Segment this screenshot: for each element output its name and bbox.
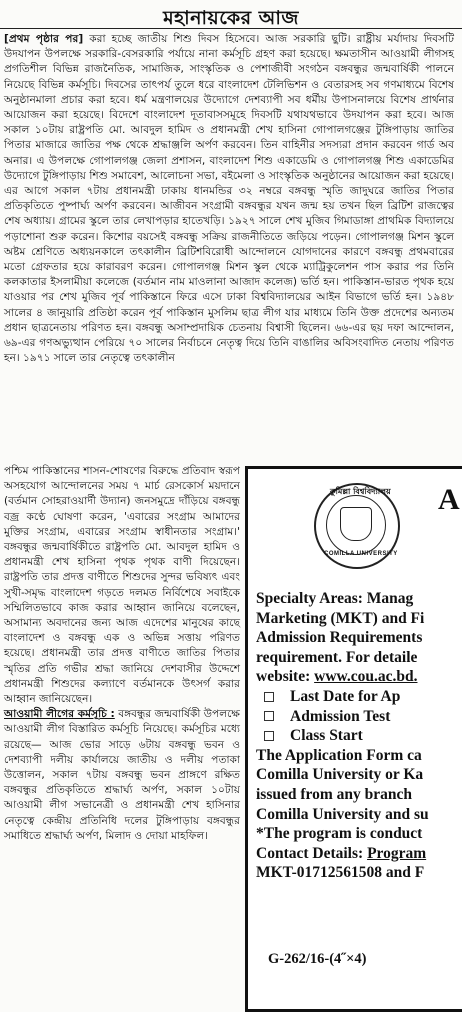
checkbox-icon <box>264 692 274 702</box>
ad-list-item <box>264 687 462 707</box>
ad-website-line <box>256 667 462 687</box>
logo-text-bottom: COMILLA UNIVERSITY <box>324 551 398 557</box>
contact-value: Program <box>367 844 427 862</box>
article-paragraph <box>4 32 454 366</box>
article-body <box>4 32 454 366</box>
logo-text-top: কুমিল্লা বিশ্ববিদ্যালয় <box>330 487 391 496</box>
ad-line: requirement. For detaile <box>256 648 418 666</box>
checkbox-icon <box>264 731 274 741</box>
ad-text <box>256 589 462 883</box>
ad-list-item <box>264 707 462 727</box>
lower-paragraph-2 <box>4 707 240 844</box>
headline: মহানায়কের আজ <box>163 7 299 29</box>
ad-list-label: Class Start <box>290 727 363 745</box>
lower-paragraph: পশ্চিম পাকিস্তানের শাসন-শোষণের বিরুদ্ধে প্রতিবাদ স্বরূপ অসহযোগ আন্দোলনের সময় ৭ মার্চ রেসকোর্স ময়দানে (বর্তমান সোহরাওয়ার্দী উদ্যান) জনসমুদ্রে দাঁড়িয়ে বঙ্গবন্ধু বজ্র কণ্ঠে ঘোষণা করেন, 'এবারের সংগ্রাম আমাদের মুক্তির সংগ্রাম, এবারের সংগ্রাম স্বাধীনতার সংগ্রাম।' বঙ্গবন্ধুর জন্মবার্ষিকীতে রাষ্ট্রপতি মো. আবদুল হামিদ ও প্রধানমন্ত্রী শেখ হাসিনা পৃথক পৃথক বাণী দিয়েছেন। রাষ্ট্রপতি তার প্রদত্ত বাণীতে শিশুদের সুন্দর ভবিষ্যৎ এবং সুখী-সমৃদ্ধ বাংলাদেশ গড়তে দলমত নির্বিশেষে সবাইকে সম্মিলিতভাবে কাজ করার আহ্বান জানিয়ে বলেছেন, অসামান্য অবদানের জন্য আজ এদেশের মানুষের কাছে বাংলাদেশ ও বঙ্গবন্ধু এক ও অভিন্ন সত্তায় পরিণত হয়েছে। প্রধানমন্ত্রী তার প্রদত্ত বাণীতে জাতির পিতার স্মৃতির প্রতি গভীর শ্রদ্ধা জানিয়ে দেশবাসীর উদ্দেশে প্রধানমন্ত্রী শিশুদের কল্যাণে বর্তমানকে উৎসর্গ করার আহ্বান জানিয়েছেন। <box>4 465 240 706</box>
headline-rule <box>0 28 462 29</box>
ad-contact-line <box>256 844 462 864</box>
continuation-marker: [প্রথম পৃষ্ঠার পর] <box>4 33 84 45</box>
ad-code: G-262/16-(4˝×4) <box>268 951 367 967</box>
lower-column <box>4 464 240 844</box>
university-advertisement <box>245 466 462 1012</box>
ad-line: Comilla University or Ka <box>256 766 424 784</box>
ad-line: *The program is conduct <box>256 825 423 843</box>
logo-emblem <box>340 507 372 541</box>
article-text: করা হচ্ছে জাতীয় শিশু দিবস হিসেবে। আজ সরকারি ছুটি। রাষ্ট্রীয় মর্যাদায় দিবসটি উদযাপন উপলক্ষে সরকারি-বেসরকারি পর্যায়ে নানা কর্মসূচি গ্রহণ করা হয়েছে। ক্ষমতাসীন আওয়ামী লীগসহ প্রগতিশীল বিভিন্ন রাজনৈতিক, সামাজিক, সাংস্কৃতিক ও পেশাজীবী সংগঠন বঙ্গবন্ধুর জন্মবার্ষিকী পালনে নিয়েছে বিভিন্ন কর্মসূচি। দিবসের তাৎপর্য তুলে ধরে বাংলাদেশ টেলিভিশন ও বেতারসহ সব গণমাধ্যমে বিশেষ অনুষ্ঠানমালা প্রচার করা হবে। ধর্ম মন্ত্রণালয়ের উদ্যোগে দেশব্যাপী সব ধর্মীয় উপাসনালয়ে বিশেষ প্রার্থনার আয়োজন করা হয়েছে। বিদেশে বাংলাদেশ দূতাবাসসমূহে দিবসটি যথাযথভাবে উদযাপন করা হবে। আজ সকাল ১০টায় রাষ্ট্রপতি মো. আবদুল হামিদ ও প্রধানমন্ত্রী শেখ হাসিনা গোপালগঞ্জের টুঙ্গিপাড়ায় জাতির পিতার মাজারে জাতির পক্ষ থেকে শ্রদ্ধাঞ্জলি অর্পণ করবেন। তিন বাহিনীর সদস্যরা প্রদান করবেন গার্ড অব অনার। এ উপলক্ষে গোপালগঞ্জ জেলা প্রশাসন, বাংলাদেশ শিশু একাডেমি ও গোপালগঞ্জ শিশু একাডেমির উদ্যোগে টুঙ্গিপাড়ায় শিশু সমাবেশ, আলোচনা সভা, বইমেলা ও সাংস্কৃতিক অনুষ্ঠানের আয়োজন করা হয়েছে। এর আগে সকাল ৭টায় প্রধানমন্ত্রী ঢাকায় ধানমন্ডির ৩২ নম্বরে বঙ্গবন্ধু স্মৃতি জাদুঘরে জাতির পিতার প্রতিকৃতিতে পুষ্পার্ঘ্য অর্পণ করবেন। আজীবন সংগ্রামী বঙ্গবন্ধুর যখন জন্ম হয় তখন ছিল ব্রিটিশ রাজত্বের শেষ অধ্যায়। গ্রামের স্কুলে তার লেখাপড়ার হাতেখড়ি। ১৯২৭ সালে শেখ মুজিব গিমাডাঙ্গা প্রাথমিক বিদ্যালয়ে পড়াশোনা শুরু করেন। কিশোর বয়সেই বঙ্গবন্ধু সক্রিয় রাজনীতিতে জড়িয়ে পড়েন। গোপালগঞ্জ মিশন স্কুলে অষ্টম শ্রেণিতে অধ্যয়নকালে তৎকালীন ব্রিটিশবিরোধী আন্দোলনে যোগদানের কারণে বঙ্গবন্ধু প্রথমবারের মতো গ্রেফতার হয়ে কারাবরণ করেন। গোপালগঞ্জ মিশন স্কুল থেকে ম্যাট্রিকুলেশন পাস করার পর তিনি কলকাতার ইসলামীয়া কলেজে (বর্তমান নাম মাওলানা আজাদ কলেজ) ভর্তি হন। পাকিস্তান-ভারত পৃথক হয়ে যাওয়ার পর শেখ মুজিব পূর্ব পাকিস্তানে ফিরে এসে ঢাকা বিশ্ববিদ্যালয়ের আইন বিভাগে ভর্তি হন। ১৯৪৮ সালের ৪ জানুয়ারি প্রতিষ্ঠা করেন পূর্ব পাকিস্তান মুসলিম ছাত্র লীগ যার মাধ্যমে তিনি উক্ত প্রদেশের অন্যতম প্রধান ছাত্রনেতায় পরিণত হন। বঙ্গবন্ধু অসাম্প্রদায়িক চেতনায় বিশ্বাসী ছিলেন। ৬৬-এর ছয় দফা আন্দোলন, ৬৯-এর গণঅভ্যুত্থান পেরিয়ে ৭০ সালের নির্বাচনে নেতৃত্ব দিয়ে তিনি বাঙালির অবিসংবাদিত নেতায় পরিণত হন। ১৯৭১ সালে তার নেতৃত্বে তৎকালীন <box>4 33 454 365</box>
ad-line: issued from any branch <box>256 785 413 803</box>
website-link[interactable]: www.cou.ac.bd. <box>314 668 418 686</box>
ad-line: Marketing (MKT) and Fi <box>256 609 425 627</box>
ad-line: Specialty Areas: Manag <box>256 590 414 607</box>
ad-line: Comilla University and su <box>256 805 429 823</box>
subheading: আওয়ামী লীগের কর্মসূচি : <box>4 708 115 721</box>
ad-list-label: Admission Test <box>290 707 391 725</box>
checkbox-icon <box>264 711 274 721</box>
lower-paragraph-2-text: বঙ্গবন্ধুর জন্মবার্ষিকী উপলক্ষে আওয়ামী লীগ বিস্তারিত কর্মসূচি নিয়েছে। কর্মসূচির মধ্যে রয়েছে— আজ ভোর সাড়ে ৬টায় বঙ্গবন্ধু ভবন ও দেশব্যাপী দলীয় কার্যালয়ে জাতীয় ও দলীয় পতাকা উত্তোলন, সকাল ৭টায় বঙ্গবন্ধু ভবন প্রাঙ্গণে রক্ষিত বঙ্গবন্ধুর প্রতিকৃতিতে শ্রদ্ধার্ঘ্য অর্পণ, সকাল ১০টায় আওয়ামী লীগ সভানেত্রী ও প্রধানমন্ত্রী শেখ হাসিনার নেতৃত্বে কেন্দ্রীয় প্রতিনিধি দলের টুঙ্গিপাড়ায় বঙ্গবন্ধুর সমাধিতে শ্রদ্ধার্ঘ্য অর্পণ, মিলাদ ও দোয়া মাহফিল। <box>4 708 240 842</box>
university-logo-seal <box>314 483 400 569</box>
ad-list-item <box>264 726 462 746</box>
website-label: website: <box>256 668 315 686</box>
ad-line: Admission Requirements <box>256 629 423 647</box>
ad-phone-line: MKT-01712561508 and F <box>256 864 425 882</box>
contact-label: Contact Details: <box>256 844 368 862</box>
ad-date-list <box>256 687 462 746</box>
ad-title: A <box>438 483 460 516</box>
ad-list-label: Last Date for Ap <box>290 687 401 705</box>
ad-line: The Application Form ca <box>256 746 422 764</box>
